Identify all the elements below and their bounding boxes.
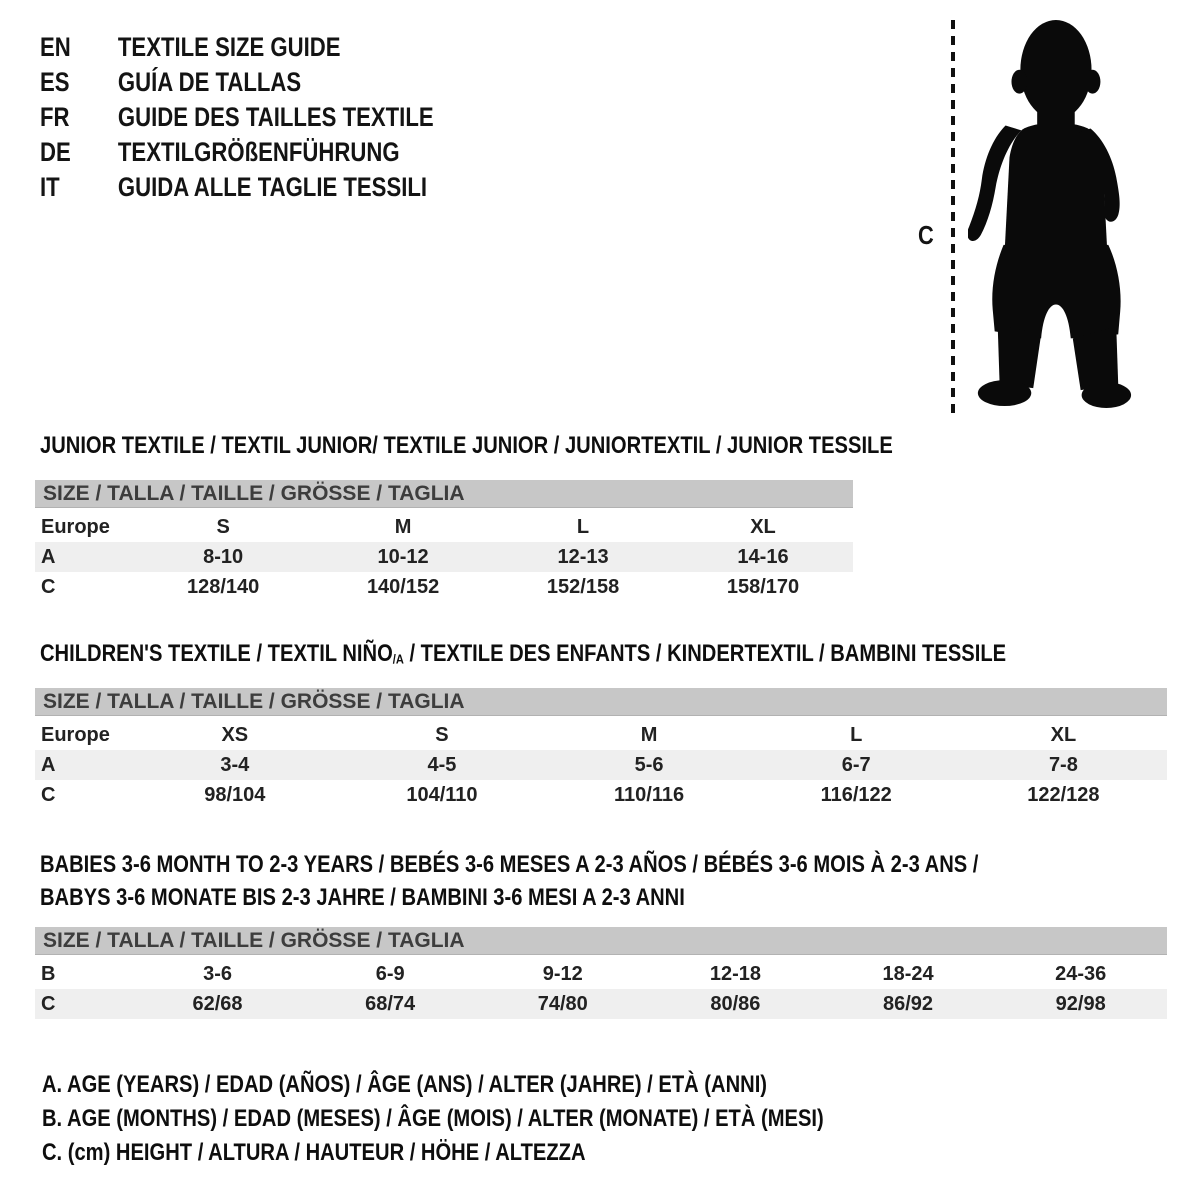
value-cell: 68/74 [365,992,416,1015]
table-row [35,989,1167,1019]
height-measure-label: C [918,220,934,250]
value-cell: 6-7 [841,753,871,776]
value-cell: 80/86 [710,992,761,1015]
language-code: EN [40,32,71,62]
language-title-list [40,30,520,205]
height-measure-line [951,20,955,415]
guide-title: TEXTILGRÖßENFÜHRUNG [117,137,400,167]
row-label: B [41,962,56,985]
value-cell: 158/170 [726,575,800,598]
value-cell: 140/152 [366,575,440,598]
column-header: S [216,515,230,538]
size-header-bar: SIZE / TALLA / TAILLE / GRÖSSE / TAGLIA [35,688,1167,716]
value-cell: 62/68 [192,992,243,1015]
size-header-bar: SIZE / TALLA / TAILLE / GRÖSSE / TAGLIA [35,927,1167,955]
value-cell: 6-9 [375,962,405,985]
value-cell: 9-12 [542,962,583,985]
row-label: Europe [41,515,110,538]
value-cell: 7-8 [1048,753,1078,776]
guide-title: TEXTILE SIZE GUIDE [117,32,341,62]
language-row [40,135,434,170]
guide-title: GUIDE DES TAILLES TEXTILE [117,102,434,132]
value-cell: 104/110 [406,783,478,806]
babies-section-title [40,848,978,914]
column-header: M [640,723,658,746]
children-title-text: / TEXTILE DES ENFANTS / KINDERTEXTIL / BAMBINI TESSILE [403,640,1007,667]
language-row [40,30,434,65]
legend-line-a: A. AGE (YEARS) / EDAD (AÑOS) / ÂGE (ANS) / ALTER (JAHRE) / ETÀ (ANNI) [42,1071,768,1098]
legend-line-c: C. (cm) HEIGHT / ALTURA / HAUTEUR / HÖHE / ALTEZZA [42,1139,586,1166]
table-row [35,542,853,572]
babies-title-line2: BABYS 3-6 MONATE BIS 2-3 JAHRE / BAMBINI 3-6 MESI A 2-3 ANNI [40,884,685,911]
baby-figure [908,8,1200,423]
value-cell: 10-12 [377,545,429,568]
language-row [40,100,434,135]
table-row [35,720,1167,750]
value-cell: 8-10 [203,545,244,568]
value-cell: 14-16 [737,545,789,568]
junior-section-title [40,433,893,459]
children-size-table [35,688,1167,810]
value-cell: 122/128 [1027,783,1100,806]
column-header: M [394,515,412,538]
column-header: XL [1050,723,1077,746]
junior-size-table [35,480,853,602]
size-header-bar: SIZE / TALLA / TAILLE / GRÖSSE / TAGLIA [35,480,853,508]
value-cell: 12-13 [557,545,609,568]
table-row [35,959,1167,989]
language-row [40,65,434,100]
column-header: XL [750,515,776,538]
column-header: L [576,515,590,538]
language-code: ES [40,67,70,97]
row-label: Europe [41,723,110,746]
row-label: C [41,783,56,806]
value-cell: 92/98 [1055,992,1106,1015]
value-cell: 5-6 [634,753,664,776]
value-cell: 152/158 [546,575,620,598]
table-row [35,572,853,602]
value-cell: 3-4 [220,753,250,776]
babies-title-line1: BABIES 3-6 MONTH TO 2-3 YEARS / BEBÉS 3-6 MESES A 2-3 AÑOS / BÉBÉS 3-6 MOIS À 2-3 ANS / [40,851,979,878]
value-cell: 116/122 [820,783,892,806]
value-cell: 3-6 [203,962,232,985]
language-code: DE [40,137,71,167]
value-cell: 74/80 [537,992,588,1015]
language-code: IT [40,172,60,202]
measurement-legend [42,1068,973,1170]
column-header: L [850,723,863,746]
value-cell: 24-36 [1055,962,1107,985]
legend-line-b: B. AGE (MONTHS) / EDAD (MESES) / ÂGE (MOIS) / ALTER (MONATE) / ETÀ (MESI) [42,1105,824,1132]
value-cell: 110/116 [614,783,685,806]
row-label: A [41,545,56,568]
value-cell: 128/140 [186,575,260,598]
table-row [35,512,853,542]
value-cell: 4-5 [427,753,457,776]
row-label: C [41,992,56,1015]
guide-title: GUIDA ALLE TAGLIE TESSILI [117,172,428,202]
children-title-text: CHILDREN'S TEXTILE / TEXTIL NIÑO [40,640,393,667]
column-header: S [435,723,449,746]
row-label: A [41,753,56,776]
value-cell: 98/104 [204,783,266,806]
value-cell: 86/92 [883,992,934,1015]
baby-silhouette-icon [968,18,1136,416]
children-title-subscript: /A [392,651,404,667]
value-cell: 18-24 [882,962,934,985]
children-section-title [40,641,1006,672]
row-label: C [41,575,56,598]
table-row [35,750,1167,780]
language-row [40,170,434,205]
guide-title: GUÍA DE TALLAS [117,67,302,97]
language-code: FR [40,102,70,132]
junior-title-text: JUNIOR TEXTILE / TEXTIL JUNIOR/ TEXTILE JUNIOR / JUNIORTEXTIL / JUNIOR TESSILE [40,432,893,459]
table-row [35,780,1167,810]
babies-size-table [35,927,1167,1019]
value-cell: 12-18 [709,962,761,985]
column-header: XS [221,723,249,746]
